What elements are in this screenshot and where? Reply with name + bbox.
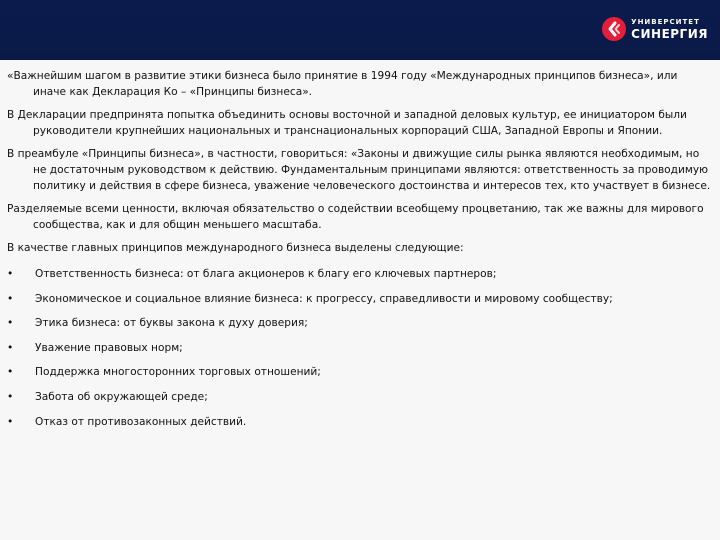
list-item-text: Этика бизнеса: от буквы закона к духу доверия; (35, 317, 308, 330)
logo-line2: СИНЕРГИЯ (631, 26, 708, 41)
bullet-icon: • (7, 268, 14, 280)
list-item-text: Ответственность бизнеса: от блага акционеров к благу его ключевых партнеров; (35, 268, 497, 280)
bullet-icon: • (7, 317, 14, 330)
list-item-text: Уважение правовых норм; (35, 341, 183, 354)
slide-body (7, 68, 713, 438)
bullet-icon: • (7, 415, 14, 428)
list-item-text: Экономическое и социальное влияние бизнеса: к прогрессу, справедливости и мировому сообществу; (35, 292, 613, 305)
list-item (7, 266, 713, 282)
paragraph-initiators: В Декларации предпринята попытка объединить основы восточной и западной деловых культур, ее инициатором были руководители крупнейших национальных и транснациональных корпораций США, Западной Европы и Японии. (7, 109, 687, 137)
list-item (7, 414, 713, 430)
paragraph-values: Разделяемые всеми ценности, включая обязательство о содействии всеобщему процветанию, так же важны для мирового сообщества, как и для общин меньшего масштаба. (7, 203, 704, 231)
bullet-icon: • (7, 341, 14, 354)
list-item (7, 340, 713, 356)
paragraph-preamble: В преамбуле «Принципы бизнеса», в частности, говориться: «Законы и движущие силы рынка являются необходимым, но не достаточным руководством к действию. Фундаментальным принципами являются: ответственность за проводимую политику и действия в сфере бизнеса, уважение человеческого достоинства и интересов тех, кто участвует в бизнесе. (7, 148, 711, 192)
university-logo (602, 14, 708, 44)
list-item-text: Отказ от противозаконных действий. (35, 415, 247, 428)
bullet-icon: • (7, 292, 14, 305)
principles-intro: В качестве главных принципов международного бизнеса выделены следующие: (7, 242, 464, 254)
list-item (7, 315, 713, 331)
logo-line1: УНИВЕРСИТЕТ (631, 17, 700, 26)
list-item (7, 364, 713, 380)
chevron-logo-icon (602, 17, 626, 41)
header-bar (0, 0, 720, 60)
list-item (7, 389, 713, 405)
list-item (7, 291, 713, 307)
list-item-text: Поддержка многосторонних торговых отношений; (35, 366, 321, 379)
list-item-text: Забота об окружающей среде; (35, 390, 208, 403)
bullet-icon: • (7, 390, 14, 403)
bullet-icon: • (7, 366, 14, 379)
paragraph-declaration: «Важнейшим шагом в развитие этики бизнеса было принятие в 1994 году «Международных принципов бизнеса», или иначе как Декларация Ко – «Принципы бизнеса». (7, 70, 678, 98)
principles-list (7, 266, 713, 430)
